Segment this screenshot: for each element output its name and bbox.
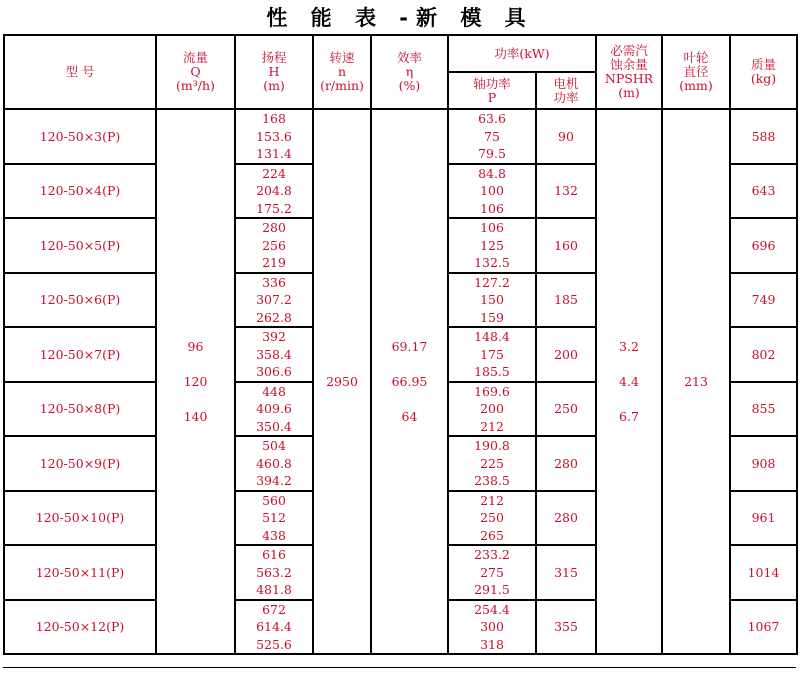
mass-cell: 749	[730, 273, 797, 328]
head-cell-value: 525.6	[256, 636, 292, 652]
head-cell	[235, 382, 313, 437]
head-cell-value: 392	[262, 329, 286, 344]
head-cell	[235, 109, 313, 164]
mass-cell: 908	[730, 436, 797, 491]
bottom-rule	[3, 667, 796, 668]
header-flow: 流量 Q (m³/h)	[156, 35, 235, 109]
efficiency-value: 66.95	[391, 374, 428, 389]
mass-cell: 1014	[730, 545, 797, 600]
shaft-power-cell-value: 233.2	[474, 547, 510, 562]
head-cell-value: 616	[262, 547, 286, 562]
mass-cell: 855	[730, 382, 797, 437]
head-cell-value: 481.8	[256, 582, 292, 597]
impeller-cell: 213	[662, 109, 730, 654]
shaft-power-cell-value: 212	[480, 492, 504, 508]
head-cell-value: 438	[262, 527, 286, 543]
shaft-power-cell-value: 212	[480, 418, 504, 434]
shaft-power-cell-value: 79.5	[478, 146, 506, 161]
header-model: 型 号	[4, 35, 156, 109]
model-cell: 120-50×6(P)	[4, 273, 156, 328]
shaft-power-cell-value: 254.4	[474, 601, 510, 617]
shaft-power-cell	[448, 218, 536, 273]
shaft-power-cell-value: 275	[480, 564, 504, 580]
head-cell	[235, 600, 313, 655]
head-cell-value: 358.4	[256, 346, 292, 362]
shaft-power-cell	[448, 600, 536, 655]
head-cell-value: 306.6	[256, 364, 292, 379]
shaft-power-cell-value: 250	[480, 510, 504, 525]
shaft-power-cell	[448, 273, 536, 328]
shaft-power-cell	[448, 382, 536, 437]
model-cell: 120-50×9(P)	[4, 436, 156, 491]
shaft-power-cell	[448, 327, 536, 382]
motor-power-cell: 90	[536, 109, 596, 164]
head-cell-value: 560	[262, 492, 286, 508]
mass-cell: 802	[730, 327, 797, 382]
shaft-power-cell	[448, 545, 536, 600]
head-cell-value: 168	[262, 111, 286, 126]
npshr-value: 3.2	[619, 339, 639, 354]
head-cell-value: 224	[262, 165, 286, 181]
shaft-power-cell-value: 125	[480, 237, 504, 253]
head-cell-value: 204.8	[256, 183, 292, 198]
shaft-power-cell	[448, 436, 536, 491]
head-cell-value: 448	[262, 383, 286, 399]
model-cell: 120-50×3(P)	[4, 109, 156, 164]
head-cell-value: 280	[262, 220, 286, 235]
shaft-power-cell	[448, 491, 536, 546]
model-cell: 120-50×8(P)	[4, 382, 156, 437]
header-power: 功率(kW)	[448, 35, 596, 72]
header-shaft-power: 轴功率 P	[448, 72, 536, 109]
flow-value: 96	[187, 339, 204, 354]
head-cell	[235, 218, 313, 273]
head-cell-value: 131.4	[256, 146, 292, 161]
shaft-power-cell	[448, 164, 536, 219]
shaft-power-cell-value: 106	[480, 200, 504, 216]
head-cell-value: 614.4	[256, 619, 292, 634]
flow-value: 120	[183, 374, 208, 389]
shaft-power-cell-value: 132.5	[474, 255, 510, 270]
header-motor-power: 电机 功率	[536, 72, 596, 109]
shaft-power-cell-value: 106	[480, 220, 504, 235]
model-cell: 120-50×5(P)	[4, 218, 156, 273]
header-head: 扬程 H (m)	[235, 35, 313, 109]
shaft-power-cell-value: 200	[480, 401, 504, 416]
shaft-power-cell-value: 291.5	[474, 582, 510, 597]
mass-cell: 588	[730, 109, 797, 164]
shaft-power-cell-value: 100	[480, 183, 504, 198]
head-cell-value: 512	[262, 510, 286, 525]
head-cell-value: 219	[262, 255, 286, 270]
performance-table	[3, 34, 798, 655]
shaft-power-cell-value: 265	[480, 527, 504, 543]
head-cell-value: 175.2	[256, 200, 292, 216]
motor-power-cell: 185	[536, 273, 596, 328]
model-cell: 120-50×11(P)	[4, 545, 156, 600]
header-efficiency: 效率 η (%)	[371, 35, 448, 109]
flow-value: 140	[183, 409, 208, 424]
head-cell-value: 504	[262, 438, 286, 453]
shaft-power-cell-value: 318	[480, 636, 504, 652]
header-mass: 质量 (kg)	[730, 35, 797, 109]
head-cell	[235, 164, 313, 219]
shaft-power-cell-value: 150	[480, 292, 504, 307]
motor-power-cell: 280	[536, 436, 596, 491]
shaft-power-cell-value: 238.5	[474, 473, 510, 488]
header-npshr: 必需汽 蚀余量 NPSHR (m)	[596, 35, 662, 109]
head-cell-value: 350.4	[256, 418, 292, 434]
shaft-power-cell	[448, 109, 536, 164]
efficiency-value: 64	[401, 409, 418, 424]
head-cell-value: 262.8	[256, 309, 292, 325]
head-cell	[235, 327, 313, 382]
shaft-power-cell-value: 169.6	[474, 383, 510, 399]
shaft-power-cell-value: 300	[480, 619, 504, 634]
head-cell	[235, 545, 313, 600]
head-cell-value: 336	[262, 274, 286, 290]
shaft-power-cell-value: 75	[484, 128, 500, 144]
npshr-value: 4.4	[619, 374, 639, 389]
page-title: 性 能 表 -新 模 具	[266, 6, 534, 30]
table-row	[4, 109, 797, 164]
shaft-power-cell-value: 225	[480, 455, 504, 471]
npshr-cell	[596, 109, 662, 654]
shaft-power-cell-value: 127.2	[474, 274, 510, 290]
shaft-power-cell-value: 148.4	[474, 329, 510, 344]
header-speed: 转速 n (r/min)	[313, 35, 371, 109]
motor-power-cell: 315	[536, 545, 596, 600]
head-cell-value: 460.8	[256, 455, 292, 471]
mass-cell: 1067	[730, 600, 797, 655]
head-cell-value: 394.2	[256, 473, 292, 488]
shaft-power-cell-value: 84.8	[478, 165, 506, 181]
flow-cell	[156, 109, 235, 654]
shaft-power-cell-value: 190.8	[474, 438, 510, 453]
model-cell: 120-50×12(P)	[4, 600, 156, 655]
motor-power-cell: 132	[536, 164, 596, 219]
efficiency-value: 69.17	[391, 339, 428, 354]
model-cell: 120-50×4(P)	[4, 164, 156, 219]
head-cell-value: 409.6	[256, 401, 292, 416]
mass-cell: 961	[730, 491, 797, 546]
head-cell-value: 307.2	[256, 292, 292, 307]
shaft-power-cell-value: 63.6	[478, 111, 506, 126]
motor-power-cell: 200	[536, 327, 596, 382]
head-cell	[235, 491, 313, 546]
head-cell-value: 672	[262, 601, 286, 617]
motor-power-cell: 160	[536, 218, 596, 273]
head-cell-value: 256	[262, 237, 286, 253]
motor-power-cell: 250	[536, 382, 596, 437]
header-impeller: 叶轮 直径 (mm)	[662, 35, 730, 109]
speed-cell: 2950	[313, 109, 371, 654]
shaft-power-cell-value: 185.5	[474, 364, 510, 379]
mass-cell: 696	[730, 218, 797, 273]
efficiency-cell	[371, 109, 448, 654]
shaft-power-cell-value: 175	[480, 346, 504, 362]
head-cell	[235, 436, 313, 491]
head-cell-value: 563.2	[256, 564, 292, 580]
model-cell: 120-50×7(P)	[4, 327, 156, 382]
head-cell	[235, 273, 313, 328]
model-cell: 120-50×10(P)	[4, 491, 156, 546]
npshr-value: 6.7	[619, 409, 639, 424]
head-cell-value: 153.6	[256, 128, 292, 144]
motor-power-cell: 280	[536, 491, 596, 546]
mass-cell: 643	[730, 164, 797, 219]
shaft-power-cell-value: 159	[480, 309, 504, 325]
motor-power-cell: 355	[536, 600, 596, 655]
